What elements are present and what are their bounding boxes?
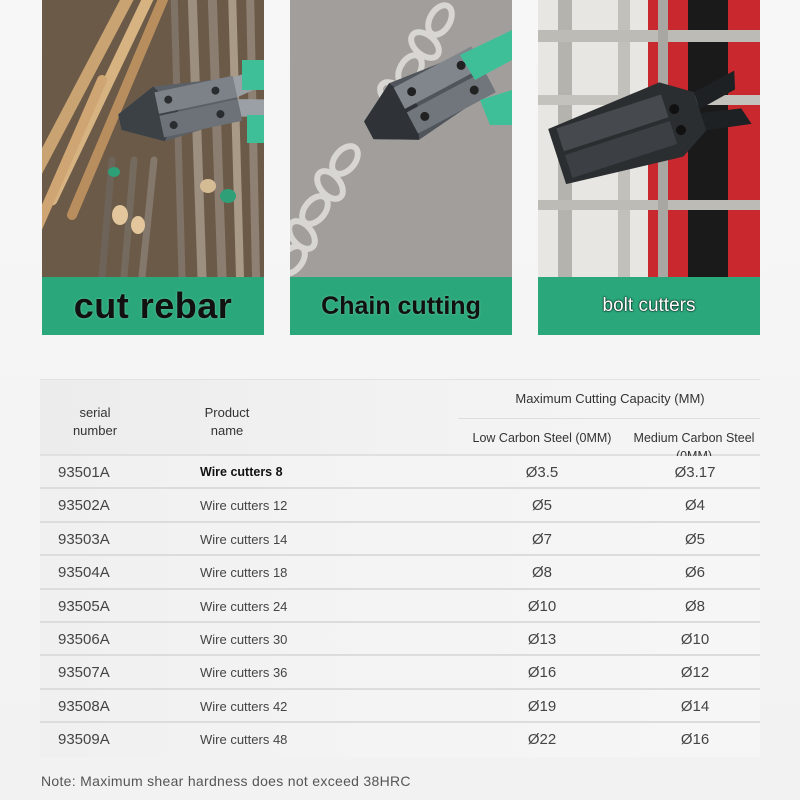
header-serial-number: serial number — [72, 405, 118, 438]
caption-cut-rebar: cut rebar — [42, 277, 264, 335]
table-row — [40, 556, 760, 589]
table-body — [40, 456, 760, 757]
cell-low-carbon: Ø19 — [527, 697, 557, 715]
cell-low-carbon: Ø5 — [531, 497, 552, 515]
cell-serial: 93508A — [58, 697, 110, 715]
cell-product-name: Wire cutters 42 — [200, 698, 288, 714]
table-row — [40, 489, 760, 522]
cell-serial: 93504A — [58, 564, 110, 582]
cell-low-carbon: Ø22 — [527, 731, 557, 749]
cell-product-name: Wire cutters 18 — [200, 565, 288, 581]
cell-low-carbon: Ø10 — [527, 597, 557, 615]
cell-medium-carbon: Ø3.17 — [674, 464, 716, 481]
cell-product-name: Wire cutters 12 — [200, 498, 288, 514]
cutting-capacity-table — [40, 379, 760, 755]
cell-serial: 93503A — [58, 530, 110, 548]
cell-medium-carbon: Ø4 — [684, 497, 705, 515]
header-product-name: Product name — [204, 405, 250, 438]
photo-panel-rebar — [42, 0, 264, 335]
rebar-cutting-photo — [42, 0, 264, 277]
cell-medium-carbon: Ø5 — [684, 530, 705, 548]
cell-serial: 93507A — [58, 664, 110, 682]
header-divider — [458, 418, 760, 419]
cell-serial: 93506A — [58, 630, 110, 648]
cell-product-name: Wire cutters 14 — [200, 531, 288, 547]
cell-product-name: Wire cutters 8 — [200, 465, 283, 479]
table-row — [40, 723, 760, 756]
cell-low-carbon: Ø16 — [527, 664, 557, 682]
cell-low-carbon: Ø13 — [527, 630, 557, 648]
cell-low-carbon: Ø8 — [531, 564, 552, 582]
cell-low-carbon: Ø7 — [531, 530, 552, 548]
cell-product-name: Wire cutters 48 — [200, 732, 288, 748]
table-row — [40, 456, 760, 489]
table-row — [40, 590, 760, 623]
cell-serial: 93509A — [58, 731, 110, 749]
bolt-cutting-photo — [538, 0, 760, 277]
cell-product-name: Wire cutters 36 — [200, 665, 288, 681]
cell-product-name: Wire cutters 30 — [200, 631, 288, 647]
hardness-note: Note: Maximum shear hardness does not exceed 38HRC — [41, 773, 411, 789]
photo-panel-bolt — [538, 0, 760, 335]
chain-cutting-photo — [290, 0, 512, 277]
cell-product-name: Wire cutters 24 — [200, 598, 288, 614]
cell-low-carbon: Ø3.5 — [525, 464, 559, 481]
caption-bolt-cutters: bolt cutters — [538, 277, 760, 335]
cell-medium-carbon: Ø10 — [680, 630, 710, 648]
cell-medium-carbon: Ø12 — [680, 664, 710, 682]
photo-panel-chain — [290, 0, 512, 335]
cell-serial: 93505A — [58, 597, 110, 615]
header-low-carbon: Low Carbon Steel (0MM) — [472, 431, 612, 445]
caption-chain-cutting: Chain cutting — [290, 277, 512, 335]
header-max-capacity: Maximum Cutting Capacity (MM) — [515, 391, 705, 406]
cell-medium-carbon: Ø6 — [684, 564, 705, 582]
cell-serial: 93501A — [58, 464, 110, 481]
table-row — [40, 690, 760, 723]
cell-serial: 93502A — [58, 497, 110, 515]
cell-medium-carbon: Ø16 — [680, 731, 710, 749]
cell-medium-carbon: Ø8 — [684, 597, 705, 615]
table-row — [40, 656, 760, 689]
table-row — [40, 623, 760, 656]
header-medium-carbon: Medium Carbon Steel — [633, 431, 755, 445]
table-row — [40, 523, 760, 556]
table-header — [40, 380, 760, 456]
cell-medium-carbon: Ø14 — [680, 697, 710, 715]
